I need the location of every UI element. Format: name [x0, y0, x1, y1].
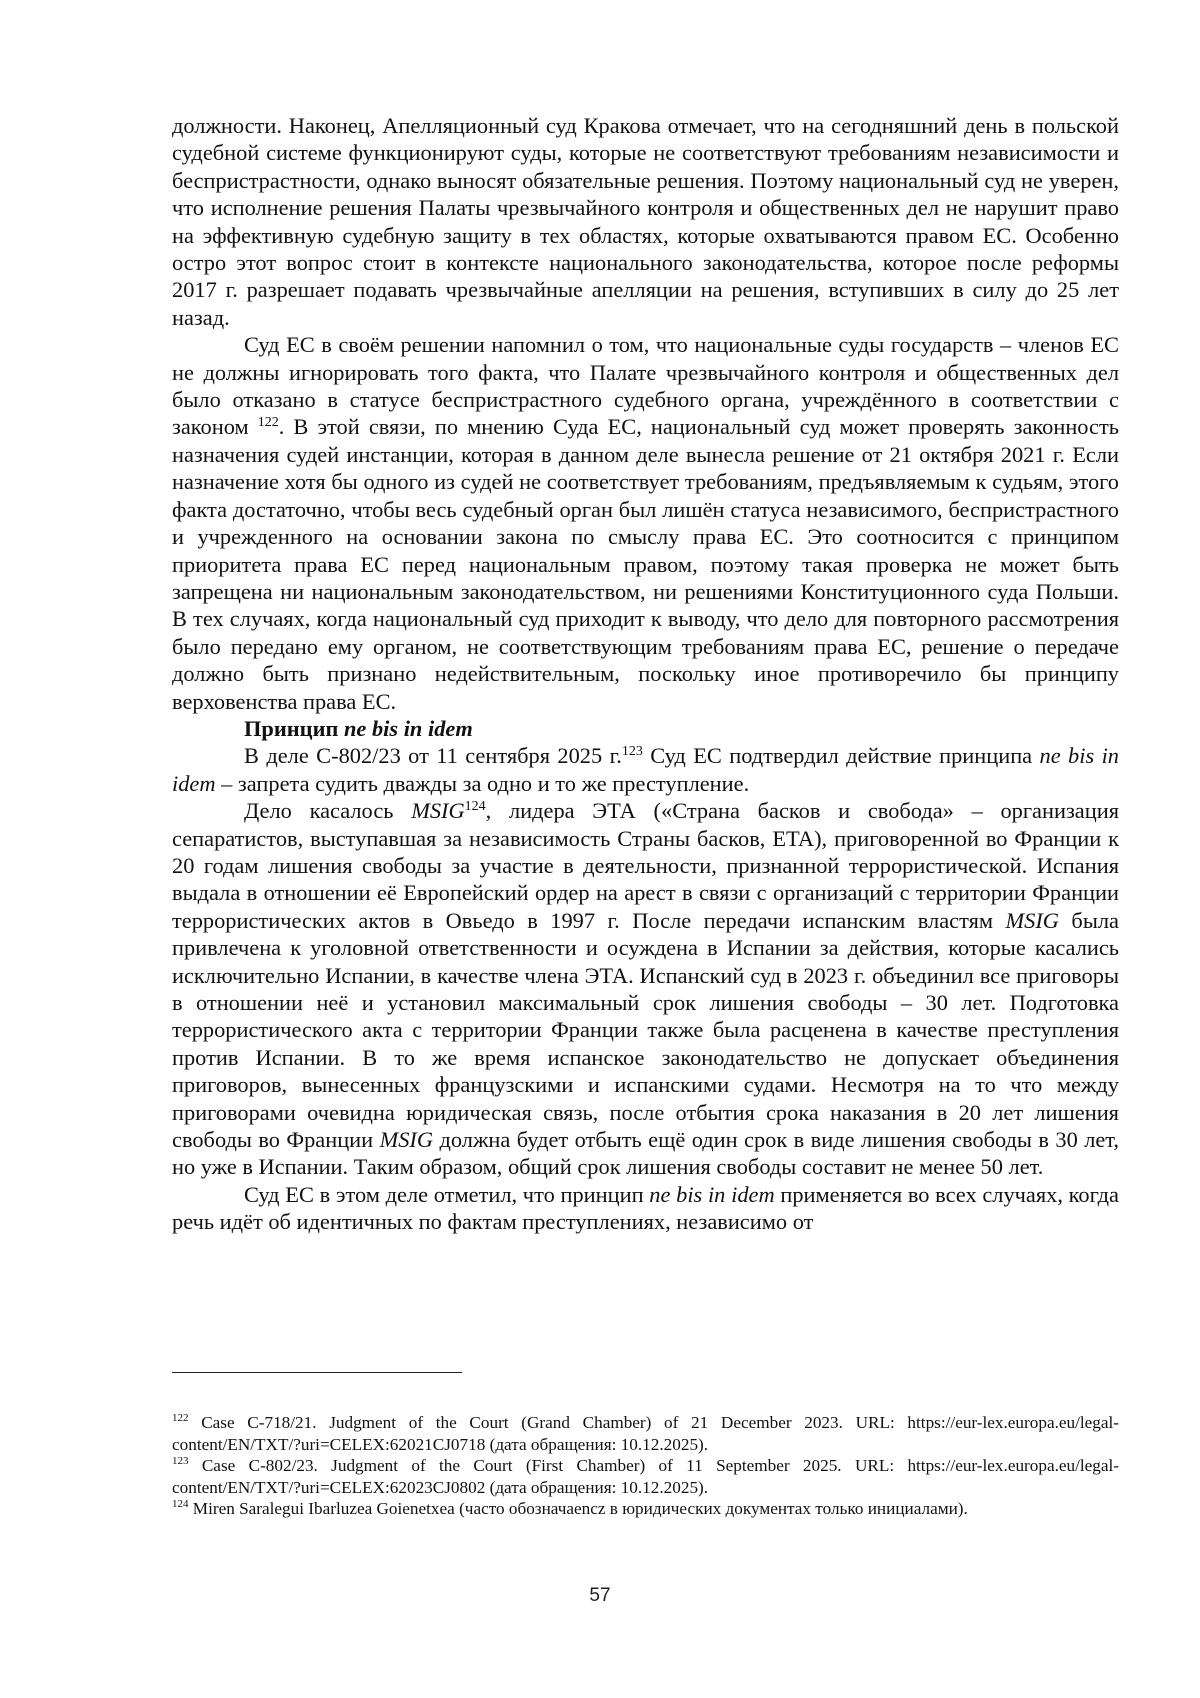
body-text [172, 112, 1119, 1236]
paragraph-1 [172, 112, 1119, 331]
paragraph-2 [172, 331, 1119, 715]
paragraph-4-text-b: , лидера ЭТА («Страна басков и свобода» – организация сепаратистов, выступавшая за независимость Страны басков, ETA), приговоренной во Франции к 20 годам лишения свободы за участие в деятельности, признанной террористической. Испания выдала в отношении её Европейский ордер на арест в связи с организаций с территории Франции террористических актов в Овьедо в 1997 г. После передачи испанским властям [172, 798, 1119, 933]
paragraph-2-text-a: Суд ЕС в своём решении напомнил о том, что национальные суды государств – членов ЕС не должны игнорировать того факта, что Палате чрезвычайного контроля и общественных дел было отказано в статусе беспристрастного судебного органа, учреждённого в соответствии с законом [172, 332, 1119, 440]
paragraph-4-name-1: MSIG [411, 798, 465, 824]
footnote-number: 122 [172, 1412, 189, 1424]
footnote-123 [172, 1455, 1119, 1498]
page-number: 57 [589, 1585, 611, 1606]
footnotes [172, 1412, 1119, 1520]
paragraph-5 [172, 1181, 1119, 1236]
paragraph-4-name-2: MSIG [1005, 907, 1059, 933]
paragraph-4 [172, 797, 1119, 1181]
footnote-separator [172, 1372, 462, 1373]
paragraph-5-text-b: применяется во всех случаях, когда речь идёт об идентичных по фактам преступлениях, независимо от [172, 1181, 1119, 1235]
footnote-number: 124 [172, 1498, 189, 1511]
paragraph-4-text-c: была привлечена к уголовной ответственности и осуждена в Испании за действия, которые касались исключительно Испании, в качестве члена ЭТА. Испанский суд в 2023 г. объединил все приговоры в отношении неё и установил максимальный срок лишения свободы – 30 лет. Подготовка террористического акта с территории Франции также была расценена в качестве преступления против Испании. В то же время испанское законодательство не допускает объединения приговоров, вынесенных французскими и испанскими судами. Несмотря на то что между приговорами очевидна юридическая связь, после отбытия срока наказания в 20 лет лишения свободы во Франции [172, 907, 1119, 1153]
section-heading-text: Принцип [244, 715, 344, 741]
section-heading-latin: ne bis in idem [343, 715, 473, 741]
paragraph-2-text-b: . В этой связи, по мнению Суда ЕС, национальный суд может проверять законность назначения судей инстанции, которая в данном деле вынесла решение от 21 октября 2021 г. Если назначение хотя бы одного из судей не соответствует требованиям, предъявляемым к судьям, этого факта достаточно, чтобы весь судебный орган был лишён статуса независимого, беспристрастного и учрежденного на основании закона по смыслу права ЕС. Это соотносится с принципом приоритета права ЕС перед национальным правом, поэтому такая проверка не может быть запрещена ни национальным законодательством, ни решениями Конституционного суда Польши. В тех случаях, когда национальный суд приходит к выводу, что дело для повторного рассмотрения было передано ему органом, не соответствующим требованиям права ЕС, решение о передаче должно быть признано недействительным, поскольку иное противоречило бы принципу верховенства права ЕС. [172, 414, 1119, 714]
footnote-ref-124[interactable]: 124 [464, 799, 486, 815]
paragraph-3-text-a: В деле C-802/23 от 11 сентября 2025 г. [244, 743, 622, 769]
paragraph-5-latin: ne bis in idem [649, 1181, 775, 1207]
footnote-text: Miren Saralegui Ibarluzea Goienetxea (часто обозначаenсz в юридических документах только инициалами). [188, 1499, 968, 1519]
paragraph-4-text-a: Дело касалось [244, 798, 412, 824]
footnote-number: 123 [172, 1455, 189, 1468]
paragraph-4-text-d: должна будет отбыть ещё один срок в виде лишения свободы в 30 лет, но уже в Испании. Таким образом, общий срок лишения свободы составит не менее 50 лет. [172, 1127, 1119, 1180]
paragraph-4-name-3: MSIG [379, 1127, 434, 1153]
paragraph-3-latin: ne bis in idem [172, 743, 1119, 796]
paragraph-3-text-c: – запрета судить дважды за одно и то же преступление. [215, 770, 750, 796]
paragraph-5-text-a: Суд ЕС в этом деле отметил, что принцип [244, 1181, 650, 1207]
footnote-124 [172, 1498, 1119, 1520]
footnote-122 [172, 1412, 1119, 1455]
footnote-text: Case C-802/23. Judgment of the Court (First Chamber) of 11 September 2025. URL: https://eur-lex.europa.eu/legal-content/EN/TXT/?uri=CELEX:62023CJ0802 (дата обращения: 10.12.2025). [172, 1456, 1119, 1497]
footnote-text: Case C-718/21. Judgment of the Court (Grand Chamber) of 21 December 2023. URL: https://eur-lex.europa.eu/legal-content/EN/TXT/?uri=CELEX:62021CJ0718 (дата обращения: 10.12.2025). [172, 1413, 1119, 1454]
section-heading [172, 715, 1119, 742]
footnote-ref-122[interactable]: 122 [257, 415, 279, 431]
footnote-ref-123[interactable]: 123 [621, 744, 643, 760]
paragraph-1-text: должности. Наконец, Апелляционный суд Кракова отмечает, что на сегодняшний день в польской судебной системе функционируют суды, которые не соответствуют требованиям независимости и беспристрастности, однако выносят обязательные решения. Поэтому национальный суд не уверен, что исполнение решения Палаты чрезвычайного контроля и общественных дел не нарушит право на эффективную судебную защиту в тех областях, которые охватываются правом ЕС. Особенно остро этот вопрос стоит в контексте национального законодательства, которое после реформы 2017 г. разрешает подавать чрезвычайные апелляции на решения, вступивших в силу до 25 лет назад. [172, 113, 1119, 330]
paragraph-3 [172, 742, 1119, 797]
paragraph-3-text-b: Суд ЕС подтвердил действие принципа [642, 743, 1040, 769]
